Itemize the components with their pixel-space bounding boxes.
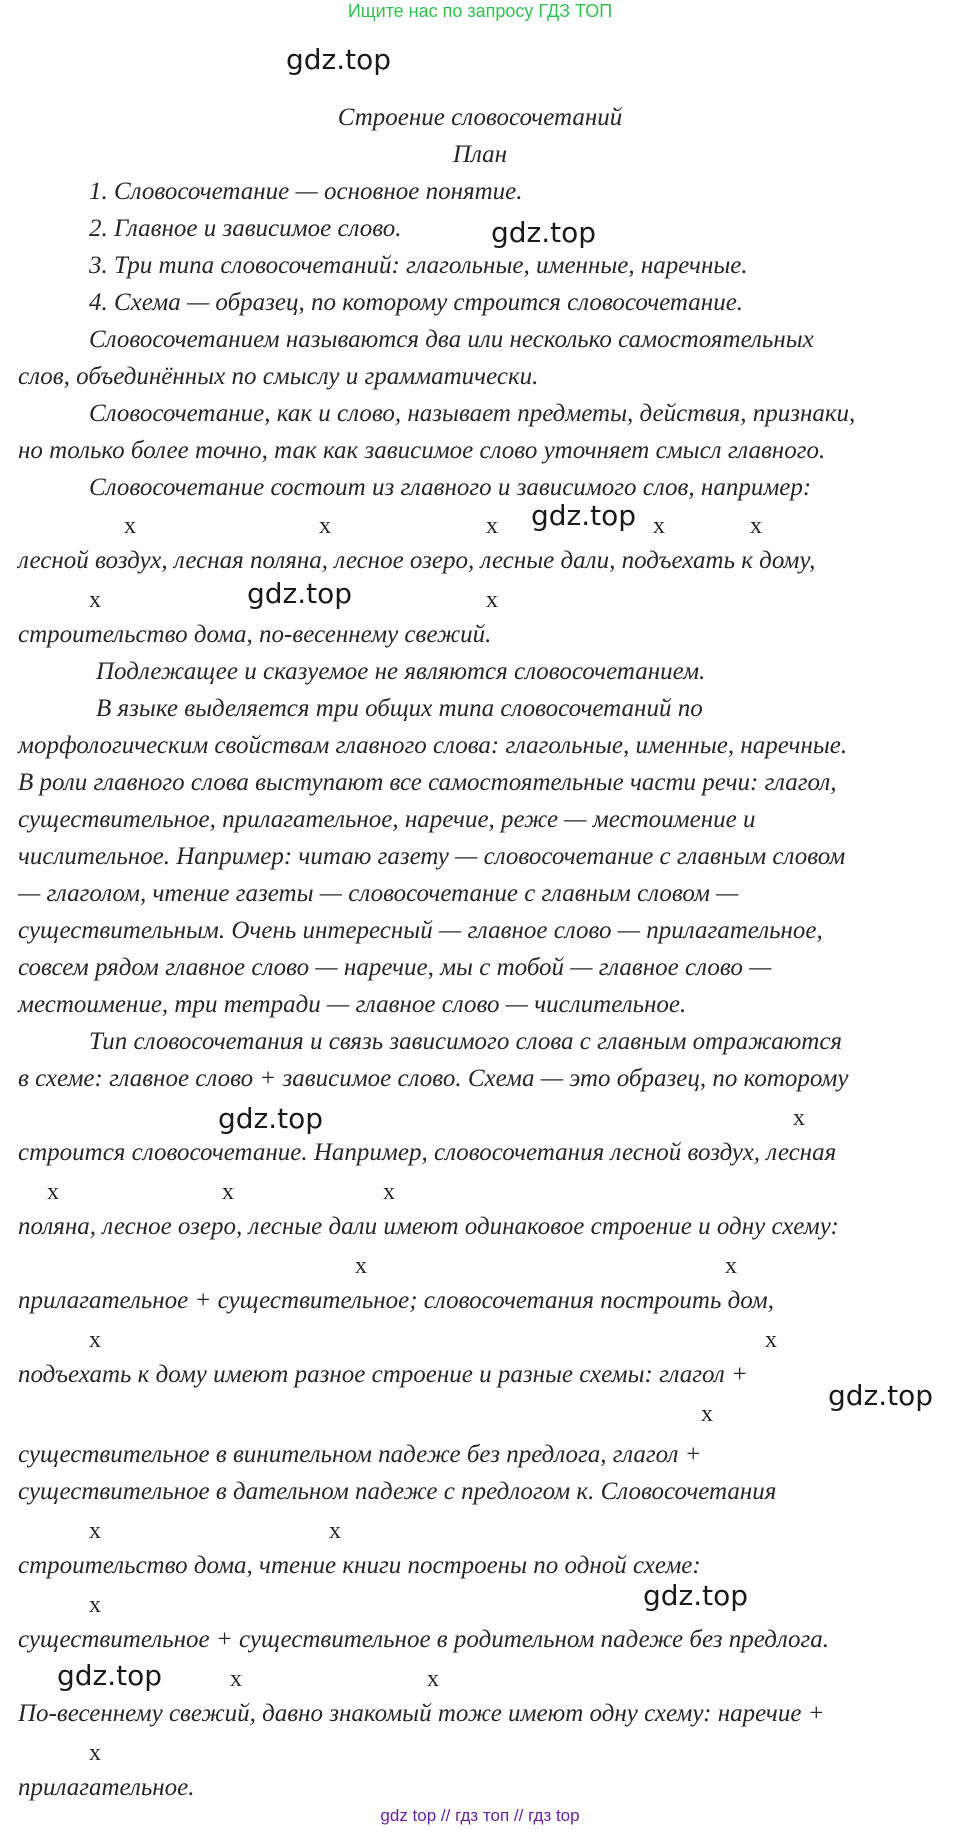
dependent-word-mark: x bbox=[765, 1327, 777, 1353]
text-line: прилагательное + существительное; словосочетания построить дом, bbox=[18, 1287, 775, 1314]
text-line: подъехать к дому имеют разное строение и разные схемы: глагол + bbox=[18, 1361, 748, 1388]
dependent-word-mark: x bbox=[701, 1401, 713, 1427]
text-line: строительство дома, по-весеннему свежий. bbox=[18, 621, 492, 648]
text-line: совсем рядом главное слово — наречие, мы с тобой — главное слово — bbox=[18, 954, 772, 981]
text-line: поляна, лесное озеро, лесные дали имеют одинаковое строение и одну схему: bbox=[18, 1213, 839, 1240]
text-line: существительное, прилагательное, наречие, реже — местоимение и bbox=[18, 806, 756, 833]
text-line: слов, объединённых по смыслу и грамматически. bbox=[18, 363, 539, 390]
top-banner[interactable]: Ищите нас по запросу ГДЗ ТОП bbox=[347, 1, 613, 21]
dependent-word-mark: x bbox=[383, 1179, 395, 1205]
dependent-word-mark: x bbox=[222, 1179, 234, 1205]
dependent-word-mark: x bbox=[89, 1740, 101, 1766]
dependent-word-mark: x bbox=[89, 1327, 101, 1353]
text-line: морфологическим свойствам главного слова: глагольные, именные, наречные. bbox=[18, 732, 848, 759]
text-line: лесной воздух, лесная поляна, лесное озеро, лесные дали, подъехать к дому, bbox=[18, 547, 816, 574]
plan-item: 1. Словосочетание — основное понятие. bbox=[89, 178, 523, 205]
text-line: существительное в дательном падеже с предлогом к. Словосочетания bbox=[18, 1478, 777, 1505]
dependent-word-mark: x bbox=[653, 513, 665, 539]
text-line: числительное. Например: читаю газету — словосочетание с главным словом bbox=[18, 843, 846, 870]
footer-links[interactable]: gdz top // гдз топ // гдз top bbox=[380, 1806, 580, 1825]
text-line: прилагательное. bbox=[18, 1774, 195, 1801]
dependent-word-mark: x bbox=[89, 1518, 101, 1544]
dependent-word-mark: x bbox=[89, 587, 101, 613]
text-line: существительным. Очень интересный — главное слово — прилагательное, bbox=[18, 917, 823, 944]
dependent-word-mark: x bbox=[725, 1253, 737, 1279]
dependent-word-mark: x bbox=[355, 1253, 367, 1279]
dependent-word-mark: x bbox=[793, 1105, 805, 1131]
text-line: существительное + существительное в родительном падеже без предлога. bbox=[18, 1626, 830, 1653]
watermark: gdz.top bbox=[247, 577, 353, 610]
dependent-word-mark: x bbox=[329, 1518, 341, 1544]
watermark: gdz.top bbox=[828, 1379, 934, 1412]
text-line: строительство дома, чтение книги построены по одной схеме: bbox=[18, 1552, 701, 1579]
watermark: gdz.top bbox=[218, 1102, 324, 1135]
plan-item: 4. Схема — образец, по которому строится словосочетание. bbox=[89, 289, 744, 316]
plan-heading: План bbox=[452, 141, 508, 168]
dependent-word-mark: x bbox=[230, 1666, 242, 1692]
text-line: Подлежащее и сказуемое не являются словосочетанием. bbox=[96, 658, 706, 685]
dependent-word-mark: x bbox=[750, 513, 762, 539]
plan-item: 2. Главное и зависимое слово. bbox=[89, 215, 402, 242]
text-line: Словосочетание состоит из главного и зависимого слов, например: bbox=[89, 474, 812, 501]
text-line: местоимение, три тетради — главное слово — числительное. bbox=[18, 991, 687, 1018]
dependent-word-mark: x bbox=[427, 1666, 439, 1692]
text-line: В языке выделяется три общих типа словосочетаний по bbox=[96, 695, 703, 722]
watermark: gdz.top bbox=[643, 1579, 749, 1612]
text-line: По-весеннему свежий, давно знакомый тоже имеют одну схему: наречие + bbox=[18, 1700, 825, 1727]
dependent-word-mark: x bbox=[124, 513, 136, 539]
text-line: — глаголом, чтение газеты — словосочетание с главным словом — bbox=[18, 880, 739, 907]
watermark: gdz.top bbox=[531, 499, 637, 532]
dependent-word-mark: x bbox=[486, 513, 498, 539]
text-line: существительное в винительном падеже без предлога, глагол + bbox=[18, 1441, 702, 1468]
text-line: строится словосочетание. Например, словосочетания лесной воздух, лесная bbox=[18, 1139, 837, 1166]
plan-item: 3. Три типа словосочетаний: глагольные, именные, наречные. bbox=[89, 252, 748, 279]
text-line: В роли главного слова выступают все самостоятельные части речи: глагол, bbox=[18, 769, 837, 796]
watermark: gdz.top bbox=[286, 43, 392, 76]
dependent-word-mark: x bbox=[47, 1179, 59, 1205]
watermark: gdz.top bbox=[491, 216, 597, 249]
dependent-word-mark: x bbox=[89, 1592, 101, 1618]
text-line: Словосочетанием называются два или несколько самостоятельных bbox=[89, 326, 814, 353]
text-line: но только более точно, так как зависимое слово уточняет смысл главного. bbox=[18, 437, 826, 464]
dependent-word-mark: x bbox=[319, 513, 331, 539]
text-line: Словосочетание, как и слово, называет предметы, действия, признаки, bbox=[89, 400, 856, 427]
text-line: в схеме: главное слово + зависимое слово. Схема — это образец, по которому bbox=[18, 1065, 849, 1092]
document-title: Строение словосочетаний bbox=[337, 104, 623, 131]
text-line: Тип словосочетания и связь зависимого слова с главным отражаются bbox=[89, 1028, 843, 1055]
dependent-word-mark: x bbox=[486, 587, 498, 613]
watermark: gdz.top bbox=[57, 1659, 163, 1692]
